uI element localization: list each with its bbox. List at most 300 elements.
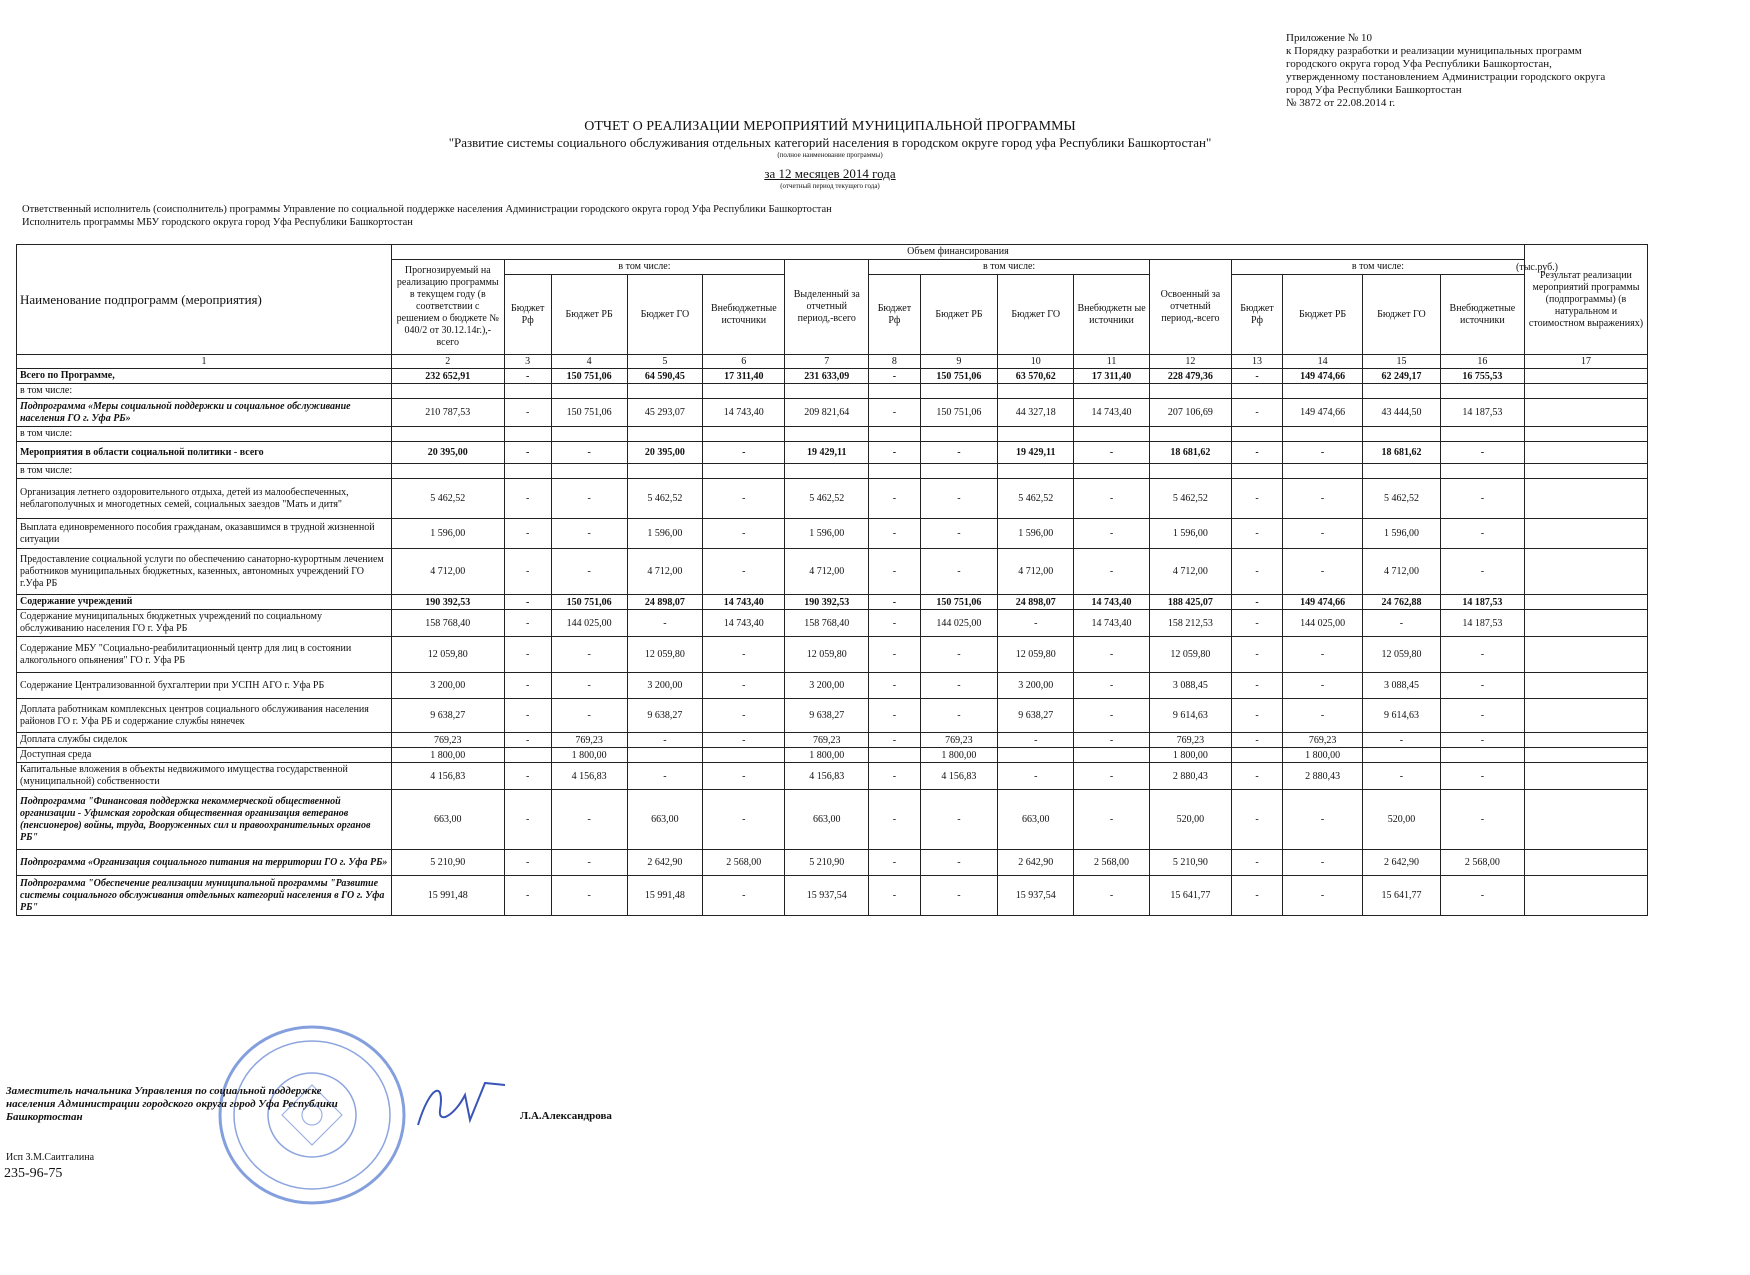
col-header-allocated: Выделенный за отчетный период,-всего (785, 260, 869, 355)
col-header-budget-rb: Бюджет РБ (1283, 275, 1363, 355)
table-row (17, 637, 1648, 673)
report-title-block (380, 118, 1280, 191)
col-header-extra: Внебюджетные источники (703, 275, 785, 355)
value-cell: 1 596,00 (627, 519, 703, 549)
row-name: Содержание муниципальных бюджетных учреждений по социальному обслуживанию населения ГО г. Уфа РБ (17, 610, 392, 637)
value-cell (1524, 748, 1647, 763)
row-name: Доступная среда (17, 748, 392, 763)
value-cell: 4 712,00 (627, 549, 703, 595)
value-cell: - (1440, 699, 1524, 733)
program-executor: Исполнитель программы МБУ городского округа город Уфа Республики Башкортостан (22, 217, 413, 228)
value-cell: 15 991,48 (627, 876, 703, 916)
value-cell: - (504, 519, 551, 549)
value-cell: 663,00 (627, 790, 703, 850)
value-cell: 149 474,66 (1283, 595, 1363, 610)
appendix-line: утвержденному постановлением Администрации городского округа (1286, 71, 1606, 83)
table-row (17, 610, 1648, 637)
value-cell: 4 156,83 (785, 763, 869, 790)
value-cell (1524, 876, 1647, 916)
value-cell: - (869, 399, 920, 427)
value-cell: 5 462,52 (785, 479, 869, 519)
value-cell: 62 249,17 (1363, 369, 1441, 384)
value-cell: - (1440, 876, 1524, 916)
table-row (17, 384, 1648, 399)
table-row (17, 442, 1648, 464)
value-cell: - (1231, 595, 1282, 610)
value-cell (920, 384, 998, 399)
table-row (17, 519, 1648, 549)
value-cell: - (1231, 763, 1282, 790)
appendix-line: городского округа город Уфа Республики Башкортостан, (1286, 58, 1552, 70)
value-cell: 663,00 (785, 790, 869, 850)
value-cell: - (1440, 519, 1524, 549)
value-cell: 12 059,80 (391, 637, 504, 673)
value-cell: 24 898,07 (998, 595, 1074, 610)
value-cell: - (1231, 610, 1282, 637)
responsible-executor: Ответственный исполнитель (соисполнитель) программы Управление по социальной поддержке населения Администрации городского округа город Уфа Республики Башкортостан (22, 204, 832, 215)
table-row (17, 595, 1648, 610)
value-cell (1231, 748, 1282, 763)
row-name: Подпрограмма "Финансовая поддержка некоммерческой общественной организации - Уфимская городская общественная организация ветеранов (пенсионеров) войны, труда, Вооруженных сил и правоохранительных органов РБ" (17, 790, 392, 850)
value-cell: - (920, 519, 998, 549)
value-cell (1524, 399, 1647, 427)
table-row (17, 850, 1648, 876)
value-cell: - (703, 763, 785, 790)
value-cell (703, 384, 785, 399)
value-cell: - (869, 763, 920, 790)
value-cell: 228 479,36 (1149, 369, 1231, 384)
value-cell (1440, 427, 1524, 442)
value-cell: - (1231, 673, 1282, 699)
value-cell: 5 462,52 (391, 479, 504, 519)
value-cell (1074, 427, 1150, 442)
value-cell: - (1231, 699, 1282, 733)
value-cell (1363, 384, 1441, 399)
value-cell: 15 641,77 (1149, 876, 1231, 916)
value-cell: - (1283, 637, 1363, 673)
value-cell: - (504, 790, 551, 850)
value-cell: 4 712,00 (1149, 549, 1231, 595)
value-cell: - (869, 549, 920, 595)
value-cell: 16 755,53 (1440, 369, 1524, 384)
value-cell: - (1440, 637, 1524, 673)
column-index: 1 (17, 355, 392, 369)
row-name: Содержание Централизованной бухгалтерии при УСПН АГО г. Уфа РБ (17, 673, 392, 699)
value-cell (391, 464, 504, 479)
value-cell: - (551, 699, 627, 733)
value-cell: - (504, 876, 551, 916)
value-cell: - (920, 549, 998, 595)
value-cell: 18 681,62 (1149, 442, 1231, 464)
value-cell: 144 025,00 (1283, 610, 1363, 637)
value-cell: - (703, 549, 785, 595)
value-cell: 231 633,09 (785, 369, 869, 384)
value-cell (391, 384, 504, 399)
value-cell: - (1231, 549, 1282, 595)
value-cell: 769,23 (391, 733, 504, 748)
value-cell (1524, 369, 1647, 384)
row-name: Мероприятия в области социальной политики - всего (17, 442, 392, 464)
row-name: Содержание МБУ "Социально-реабилитационный центр для лиц в состоянии алкогольного опьянения" ГО г. Уфа РБ (17, 637, 392, 673)
value-cell (1524, 595, 1647, 610)
value-cell: - (1074, 763, 1150, 790)
value-cell: 14 187,53 (1440, 595, 1524, 610)
value-cell: - (1440, 790, 1524, 850)
value-cell: 9 614,63 (1149, 699, 1231, 733)
value-cell: - (1231, 479, 1282, 519)
value-cell: 45 293,07 (627, 399, 703, 427)
value-cell: 5 210,90 (391, 850, 504, 876)
value-cell: 64 590,45 (627, 369, 703, 384)
value-cell: - (869, 442, 920, 464)
value-cell (1283, 464, 1363, 479)
table-row (17, 790, 1648, 850)
value-cell: 158 768,40 (785, 610, 869, 637)
value-cell: 144 025,00 (551, 610, 627, 637)
row-name: в том числе: (17, 427, 392, 442)
value-cell: - (1440, 673, 1524, 699)
value-cell: - (551, 850, 627, 876)
value-cell: 9 638,27 (391, 699, 504, 733)
row-name: Подпрограмма "Обеспечение реализации муниципальной программы "Развитие системы социального обслуживания отдельных категорий населения в ГО г. Уфа РБ" (17, 876, 392, 916)
value-cell (998, 464, 1074, 479)
value-cell (1231, 427, 1282, 442)
value-cell: 4 156,83 (391, 763, 504, 790)
value-cell: - (504, 595, 551, 610)
signature-icon (410, 1075, 520, 1135)
value-cell (920, 464, 998, 479)
appendix-line: к Порядку разработки и реализации муниципальных программ (1286, 45, 1582, 57)
col-header-budget-rb: Бюджет РБ (551, 275, 627, 355)
col-header-budget-rf: Бюджет Рф (1231, 275, 1282, 355)
value-cell: - (1363, 610, 1441, 637)
column-index: 16 (1440, 355, 1524, 369)
value-cell (1149, 464, 1231, 479)
value-cell: 15 937,54 (785, 876, 869, 916)
value-cell: - (1440, 549, 1524, 595)
col-header-budget-rf: Бюджет Рф (869, 275, 920, 355)
value-cell: - (627, 763, 703, 790)
col-header-including: в том числе: (869, 260, 1150, 275)
value-cell: - (703, 442, 785, 464)
value-cell: - (551, 876, 627, 916)
value-cell: - (551, 479, 627, 519)
column-index: 2 (391, 355, 504, 369)
value-cell (1524, 699, 1647, 733)
value-cell: 1 596,00 (391, 519, 504, 549)
value-cell: 17 311,40 (703, 369, 785, 384)
appendix-line: Приложение № 10 (1286, 32, 1373, 44)
value-cell (785, 427, 869, 442)
column-index: 5 (627, 355, 703, 369)
table-row (17, 876, 1648, 916)
value-cell: - (1363, 763, 1441, 790)
value-cell: 12 059,80 (627, 637, 703, 673)
value-cell: 2 642,90 (998, 850, 1074, 876)
column-index: 17 (1524, 355, 1647, 369)
value-cell: 520,00 (1363, 790, 1441, 850)
table-row (17, 479, 1648, 519)
value-cell: 663,00 (391, 790, 504, 850)
value-cell (1074, 748, 1150, 763)
value-cell (1231, 384, 1282, 399)
value-cell: - (1231, 637, 1282, 673)
value-cell: 2 568,00 (703, 850, 785, 876)
table-row (17, 699, 1648, 733)
value-cell: - (551, 549, 627, 595)
value-cell: 4 156,83 (920, 763, 998, 790)
value-cell: - (703, 637, 785, 673)
value-cell: 150 751,06 (551, 399, 627, 427)
value-cell: - (869, 699, 920, 733)
table-row (17, 763, 1648, 790)
value-cell: - (1231, 790, 1282, 850)
value-cell (1440, 464, 1524, 479)
value-cell: - (1283, 699, 1363, 733)
value-cell: 1 596,00 (998, 519, 1074, 549)
value-cell (1074, 464, 1150, 479)
value-cell: - (703, 699, 785, 733)
value-cell: 9 614,63 (1363, 699, 1441, 733)
value-cell: 150 751,06 (920, 369, 998, 384)
value-cell: - (1283, 479, 1363, 519)
value-cell: 663,00 (998, 790, 1074, 850)
column-index-row (17, 355, 1648, 369)
value-cell: - (703, 673, 785, 699)
value-cell: - (504, 673, 551, 699)
value-cell: 520,00 (1149, 790, 1231, 850)
value-cell (627, 427, 703, 442)
value-cell (1283, 427, 1363, 442)
value-cell: - (1074, 876, 1150, 916)
value-cell: - (551, 519, 627, 549)
executors-block (22, 203, 832, 229)
value-cell: - (627, 733, 703, 748)
column-index: 11 (1074, 355, 1150, 369)
column-index: 10 (998, 355, 1074, 369)
table-row (17, 733, 1648, 748)
value-cell: 4 712,00 (1363, 549, 1441, 595)
value-cell: - (920, 637, 998, 673)
row-name: в том числе: (17, 464, 392, 479)
row-name: Содержание учреждений (17, 595, 392, 610)
value-cell: 769,23 (1283, 733, 1363, 748)
executor-name: Исп З.М.Саитгалина (6, 1152, 95, 1163)
value-cell: - (551, 673, 627, 699)
value-cell: 14 743,40 (1074, 399, 1150, 427)
value-cell: - (1231, 850, 1282, 876)
appendix-note (1286, 32, 1676, 110)
value-cell: - (1074, 699, 1150, 733)
value-cell: - (504, 763, 551, 790)
value-cell (1524, 519, 1647, 549)
column-index: 3 (504, 355, 551, 369)
value-cell: - (1231, 442, 1282, 464)
value-cell: - (1283, 850, 1363, 876)
value-cell (998, 427, 1074, 442)
row-name: Подпрограмма «Организация социального питания на территории ГО г. Уфа РБ» (17, 850, 392, 876)
value-cell: 158 768,40 (391, 610, 504, 637)
value-cell: 188 425,07 (1149, 595, 1231, 610)
currency-unit: (тыс.руб.) (1516, 262, 1559, 273)
value-cell (551, 427, 627, 442)
value-cell: - (504, 699, 551, 733)
table-row (17, 748, 1648, 763)
value-cell: - (504, 369, 551, 384)
value-cell (998, 748, 1074, 763)
value-cell: - (1074, 637, 1150, 673)
table-row (17, 427, 1648, 442)
value-cell (504, 384, 551, 399)
value-cell: 3 200,00 (391, 673, 504, 699)
value-cell: 15 641,77 (1363, 876, 1441, 916)
signer-name: Л.А.Александрова (520, 1110, 612, 1122)
value-cell: - (869, 519, 920, 549)
value-cell: 15 937,54 (998, 876, 1074, 916)
value-cell: 4 712,00 (785, 549, 869, 595)
value-cell: - (998, 733, 1074, 748)
value-cell: - (1283, 673, 1363, 699)
value-cell: - (1074, 519, 1150, 549)
value-cell: - (551, 637, 627, 673)
value-cell (1524, 673, 1647, 699)
col-header-including: в том числе: (1231, 260, 1524, 275)
value-cell: - (1231, 399, 1282, 427)
value-cell (1524, 442, 1647, 464)
value-cell: - (703, 790, 785, 850)
table-row (17, 369, 1648, 384)
value-cell: - (1283, 549, 1363, 595)
value-cell: 150 751,06 (920, 399, 998, 427)
value-cell: - (1231, 519, 1282, 549)
table-row (17, 399, 1648, 427)
col-header-result: Результат реализации мероприятий программы (подпрограммы) (в натуральном и стоимостном выражениях) (1524, 245, 1647, 355)
value-cell (627, 748, 703, 763)
value-cell (1363, 427, 1441, 442)
value-cell (703, 748, 785, 763)
col-header-financing: Объем финансирования (391, 245, 1524, 260)
value-cell: 2 880,43 (1149, 763, 1231, 790)
value-cell (504, 464, 551, 479)
value-cell: 1 800,00 (551, 748, 627, 763)
column-index: 13 (1231, 355, 1282, 369)
value-cell: 17 311,40 (1074, 369, 1150, 384)
value-cell: - (869, 595, 920, 610)
table-row (17, 673, 1648, 699)
value-cell: 20 395,00 (627, 442, 703, 464)
value-cell (551, 384, 627, 399)
value-cell: - (1363, 733, 1441, 748)
value-cell: 2 642,90 (627, 850, 703, 876)
value-cell: - (1440, 733, 1524, 748)
value-cell (785, 464, 869, 479)
col-header-budget-go: Бюджет ГО (998, 275, 1074, 355)
row-name: Предоставление социальной услуги по обеспечению санаторно-курортным лечением работников муниципальных бюджетных, казенных, автономных учреждений ГО г.Уфа РБ (17, 549, 392, 595)
value-cell: 14 743,40 (703, 610, 785, 637)
value-cell: 150 751,06 (551, 595, 627, 610)
value-cell: 769,23 (1149, 733, 1231, 748)
value-cell (504, 427, 551, 442)
col-header-budget-go: Бюджет ГО (1363, 275, 1441, 355)
column-index: 6 (703, 355, 785, 369)
value-cell: - (998, 610, 1074, 637)
value-cell: 43 444,50 (1363, 399, 1441, 427)
value-cell: 769,23 (785, 733, 869, 748)
value-cell: - (504, 442, 551, 464)
value-cell: 2 568,00 (1440, 850, 1524, 876)
value-cell (1524, 479, 1647, 519)
value-cell: 4 712,00 (998, 549, 1074, 595)
value-cell: 14 187,53 (1440, 610, 1524, 637)
value-cell: - (1074, 673, 1150, 699)
value-cell: 1 800,00 (391, 748, 504, 763)
value-cell: - (1074, 733, 1150, 748)
value-cell: - (1440, 763, 1524, 790)
value-cell: - (869, 790, 920, 850)
value-cell: - (1283, 790, 1363, 850)
value-cell: 15 991,48 (391, 876, 504, 916)
value-cell: 5 462,52 (1149, 479, 1231, 519)
value-cell: 207 106,69 (1149, 399, 1231, 427)
value-cell (504, 748, 551, 763)
value-cell: 149 474,66 (1283, 369, 1363, 384)
col-header-name: Наименование подпрограмм (мероприятия) (17, 245, 392, 355)
value-cell: - (920, 479, 998, 519)
financing-report-table (16, 244, 1648, 916)
table-row (17, 549, 1648, 595)
value-cell (1363, 464, 1441, 479)
value-cell: 1 800,00 (1149, 748, 1231, 763)
value-cell (1524, 427, 1647, 442)
report-body (17, 369, 1648, 916)
value-cell (1074, 384, 1150, 399)
value-cell: 1 596,00 (785, 519, 869, 549)
column-index: 12 (1149, 355, 1231, 369)
value-cell: 3 088,45 (1363, 673, 1441, 699)
value-cell: 5 462,52 (627, 479, 703, 519)
value-cell: 5 210,90 (785, 850, 869, 876)
value-cell: 14 743,40 (1074, 595, 1150, 610)
value-cell (1231, 464, 1282, 479)
row-name: Выплата единовременного пособия гражданам, оказавшимся в трудной жизненной ситуации (17, 519, 392, 549)
column-index: 7 (785, 355, 869, 369)
value-cell: 19 429,11 (998, 442, 1074, 464)
row-name: Доплата работникам комплексных центров социального обслуживания населения районов ГО г. Уфа РБ и содержание службы нянечек (17, 699, 392, 733)
value-cell: 210 787,53 (391, 399, 504, 427)
executor-phone: 235-96-75 (4, 1166, 63, 1181)
value-cell: 5 210,90 (1149, 850, 1231, 876)
col-header-budget-rb: Бюджет РБ (920, 275, 998, 355)
row-name: в том числе: (17, 384, 392, 399)
value-cell: 5 462,52 (1363, 479, 1441, 519)
value-cell (551, 464, 627, 479)
value-cell: - (1231, 876, 1282, 916)
value-cell: 149 474,66 (1283, 399, 1363, 427)
value-cell: 1 800,00 (785, 748, 869, 763)
value-cell (1524, 733, 1647, 748)
value-cell: 9 638,27 (785, 699, 869, 733)
value-cell: 4 156,83 (551, 763, 627, 790)
value-cell: - (869, 876, 920, 916)
value-cell: 209 821,64 (785, 399, 869, 427)
value-cell (703, 464, 785, 479)
value-cell: 190 392,53 (785, 595, 869, 610)
value-cell (1524, 464, 1647, 479)
value-cell: 1 596,00 (1149, 519, 1231, 549)
value-cell: - (1074, 479, 1150, 519)
report-period-note: (отчетный период текущего года) (780, 182, 880, 190)
value-cell: 44 327,18 (998, 399, 1074, 427)
